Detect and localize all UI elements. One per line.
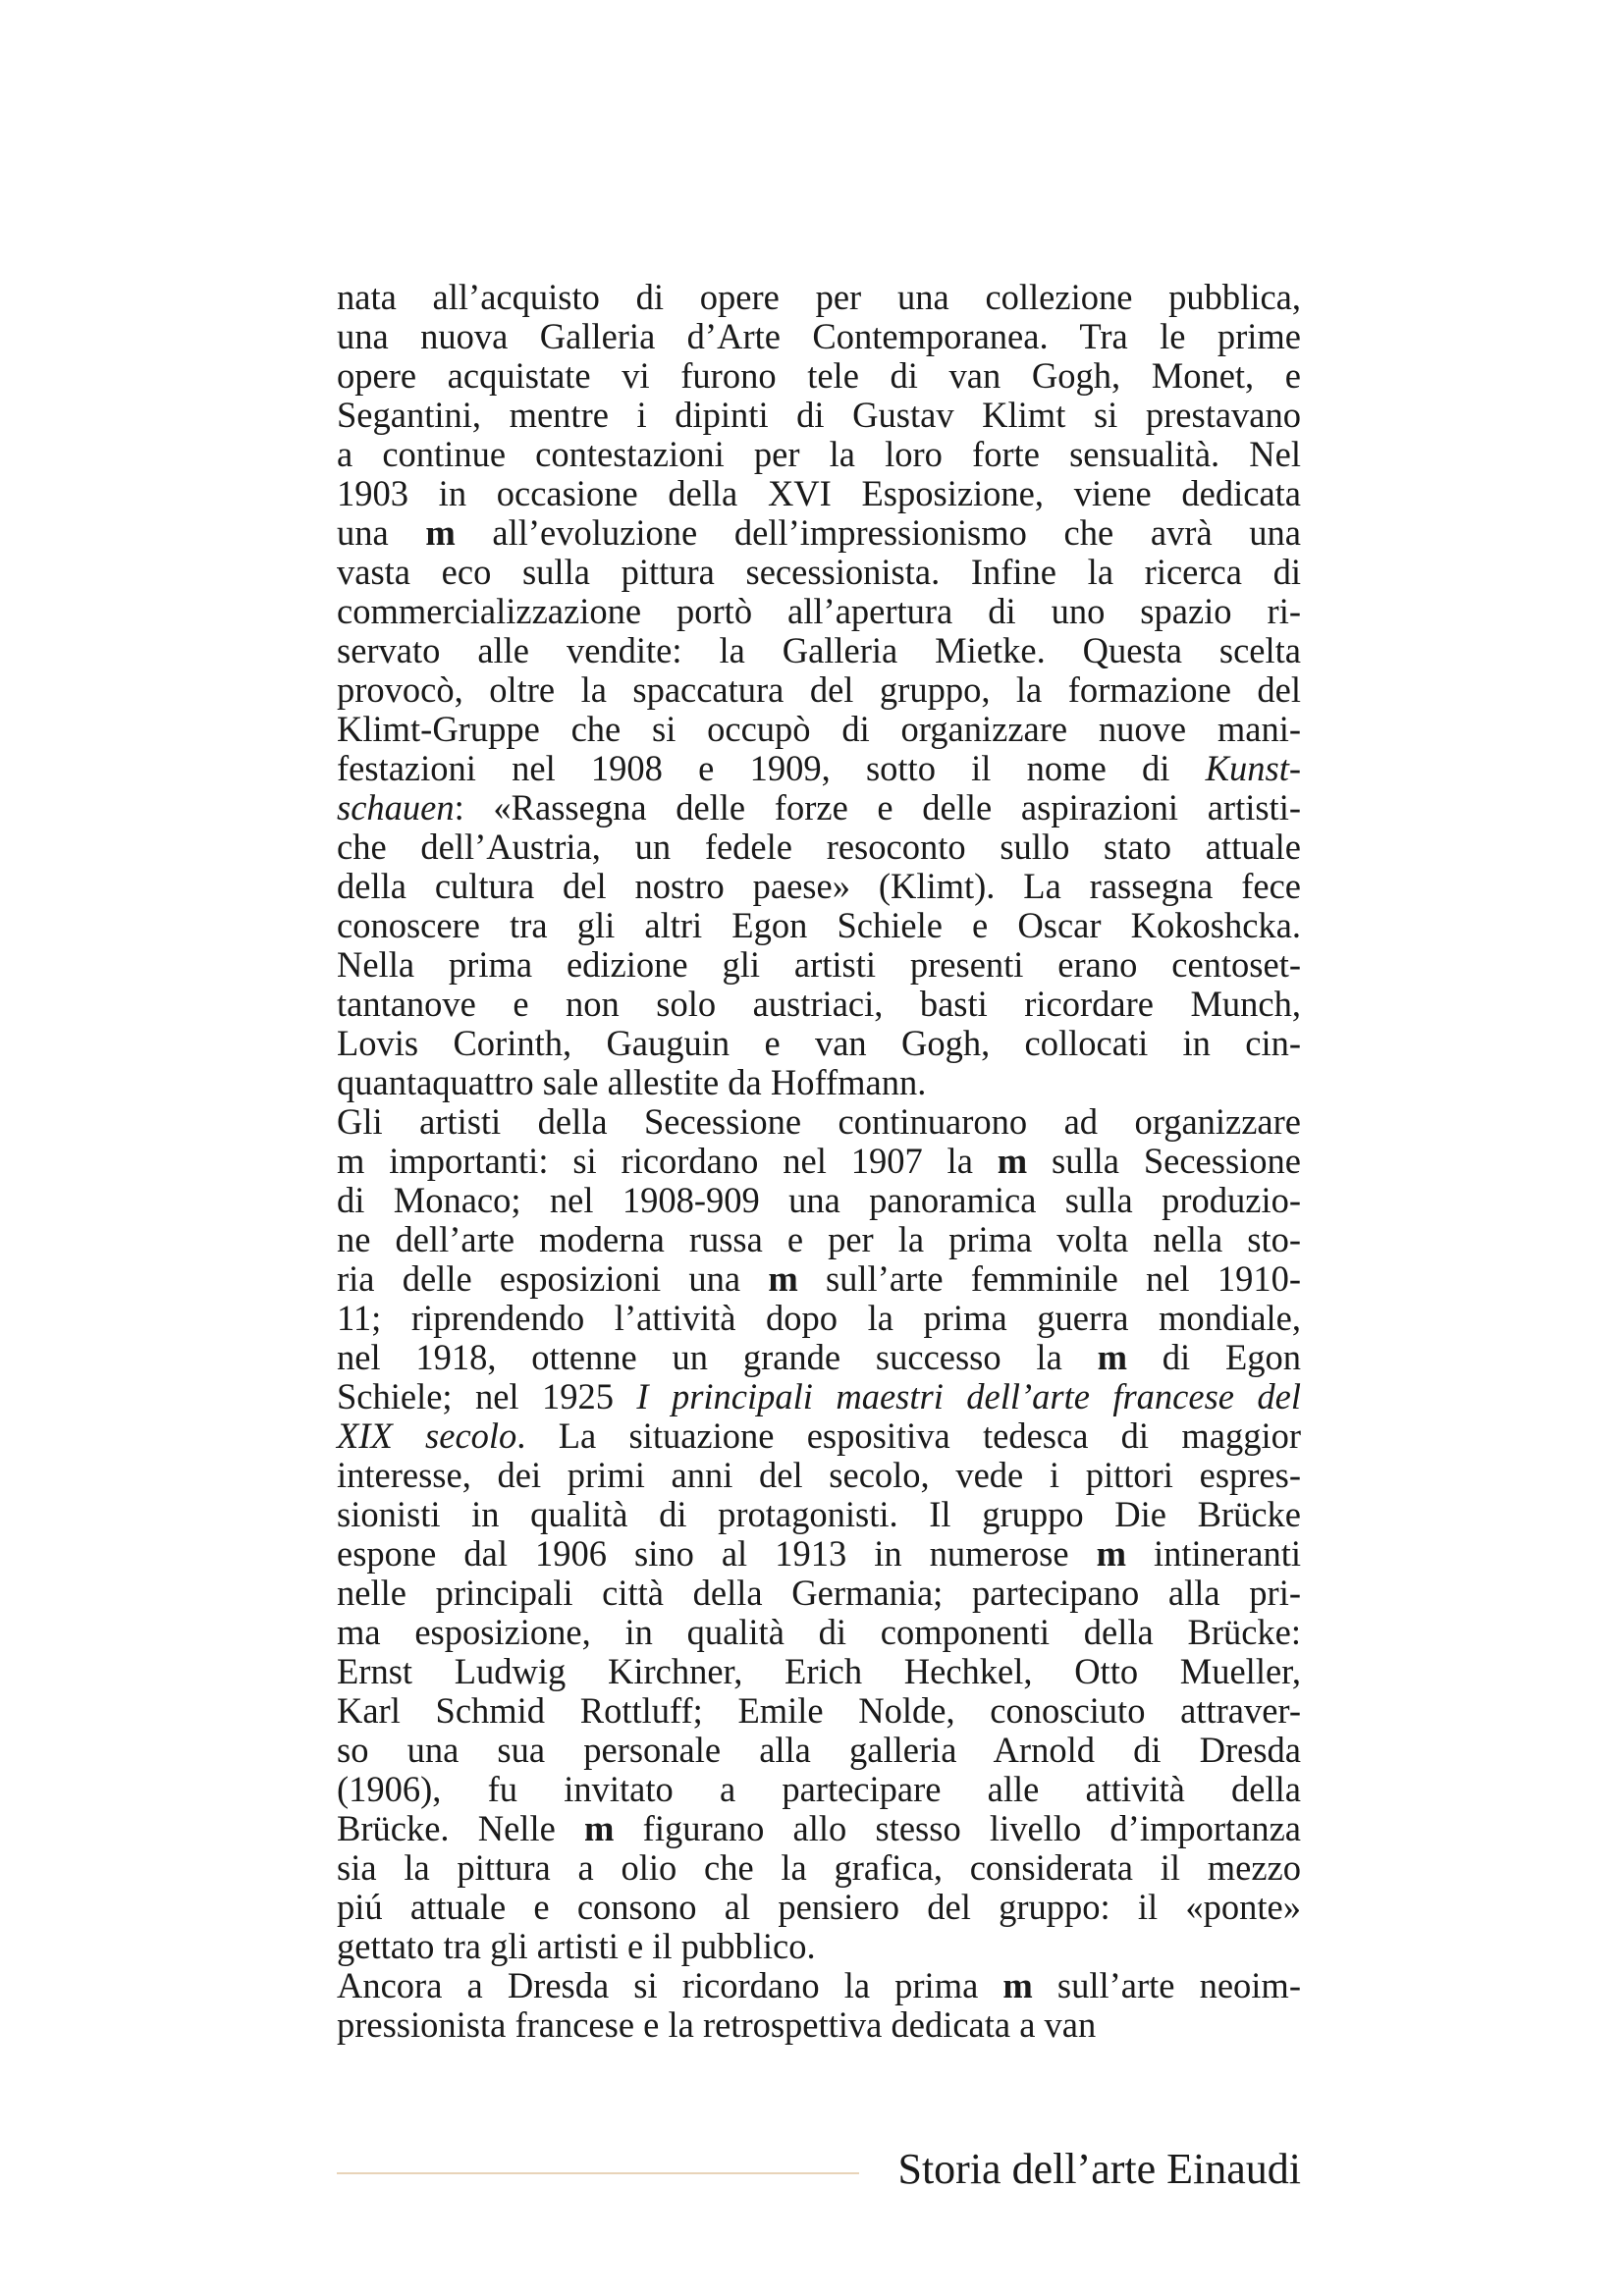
text-segment: nel 1918, ottenne un grande successo la [337, 1337, 1098, 1377]
text-line [337, 1613, 1301, 1652]
text-line [337, 1338, 1301, 1377]
text-segment: conoscere tra gli altri Egon Schiele e Oscar Kokoshcka. [337, 905, 1301, 945]
text-segment: so una sua personale alla galleria Arnold di Dresda [337, 1730, 1301, 1770]
text-line [337, 631, 1301, 670]
text-segment: che dell’Austria, un fedele resoconto sullo stato attuale [337, 827, 1301, 867]
text-line [337, 1691, 1301, 1731]
text-segment: piú attuale e consono al pensiero del gruppo: il «ponte» [337, 1887, 1301, 1927]
text-segment: Ernst Ludwig Kirchner, Erich Hechkel, Otto Mueller, [337, 1651, 1301, 1691]
text-line [337, 435, 1301, 474]
text-line [337, 278, 1301, 317]
text-segment: tantanove e non solo austriaci, basti ricordare Munch, [337, 984, 1301, 1024]
text-segment: nelle principali città della Germania; partecipano alla pri- [337, 1573, 1301, 1613]
text-segment: m [425, 512, 456, 553]
text-line [337, 1024, 1301, 1063]
text-segment: I principali maestri dell’arte francese del [636, 1376, 1301, 1416]
text-segment: m [1097, 1337, 1127, 1377]
text-segment: ma esposizione, in qualità di componenti della Brücke: [337, 1612, 1301, 1652]
text-segment: pressionista francese e la retrospettiva dedicata a van [337, 2004, 1097, 2045]
text-line [337, 1416, 1301, 1456]
text-line [337, 788, 1301, 828]
text-segment: vasta eco sulla pittura secessionista. Infine la ricerca di [337, 552, 1301, 592]
text-line [337, 1220, 1301, 1259]
text-line [337, 1888, 1301, 1927]
text-line [337, 1809, 1301, 1848]
text-segment: Brücke. Nelle [337, 1808, 585, 1848]
text-line [337, 592, 1301, 631]
text-segment: 1903 in occasione della XVI Esposizione, viene dedicata [337, 473, 1301, 513]
text-segment: a continue contestazioni per la loro forte sensualità. Nel [337, 434, 1301, 474]
text-line [337, 1181, 1301, 1220]
text-segment: m [768, 1258, 798, 1299]
text-line [337, 1299, 1301, 1338]
text-line [337, 1495, 1301, 1534]
text-segment: m [1096, 1533, 1126, 1574]
text-segment: una [337, 512, 426, 553]
text-segment: secolo [392, 1415, 517, 1456]
text-segment: 11; riprendendo l’attività dopo la prima guerra mondiale, [337, 1298, 1301, 1338]
text-segment: servato alle vendite: la Galleria Mietke. Questa scelta [337, 630, 1301, 670]
text-segment: Segantini, mentre i dipinti di Gustav Klimt si prestavano [337, 395, 1301, 435]
text-line [337, 1377, 1301, 1416]
text-line [337, 1456, 1301, 1495]
text-line [337, 1142, 1301, 1181]
text-segment: sia la pittura a olio che la grafica, considerata il mezzo [337, 1847, 1301, 1888]
text-line [337, 1534, 1301, 1574]
text-segment: (1906), fu invitato a partecipare alle attività della [337, 1769, 1301, 1809]
text-segment: Ancora a Dresda si ricordano la prima [337, 1965, 1003, 2005]
text-segment: sionisti in qualità di protagonisti. Il gruppo Die Brücke [337, 1494, 1301, 1534]
text-segment: sull’arte neoim- [1032, 1965, 1301, 2005]
text-segment: Kunst- [1205, 748, 1301, 788]
text-segment: Nella prima edizione gli artisti presenti erano centoset- [337, 944, 1301, 985]
text-segment: di Monaco; nel 1908-909 una panoramica sulla produzio- [337, 1180, 1301, 1220]
text-line [337, 1731, 1301, 1770]
text-line [337, 1966, 1301, 2005]
text-segment: di Egon [1126, 1337, 1302, 1377]
text-segment: Gli artisti della Secessione continuarono ad organizzare [337, 1101, 1301, 1142]
text-line [337, 1652, 1301, 1691]
text-line [337, 1063, 1301, 1102]
text-segment: opere acquistate vi furono tele di van Gogh, Monet, e [337, 355, 1301, 396]
text-segment: festazioni nel 1908 e 1909, sotto il nome di [337, 748, 1206, 788]
body-text [337, 278, 1301, 2045]
text-segment: gettato tra gli artisti e il pubblico. [337, 1926, 816, 1966]
text-segment: m [997, 1141, 1028, 1181]
text-segment: m [1002, 1965, 1033, 2005]
text-segment: espone dal 1906 sino al 1913 in numerose [337, 1533, 1097, 1574]
text-segment: una nuova Galleria d’Arte Contemporanea. Tra le prime [337, 316, 1301, 356]
text-segment: XIX [337, 1415, 393, 1456]
text-line [337, 1770, 1301, 1809]
text-segment: Lovis Corinth, Gauguin e van Gogh, collocati in cin- [337, 1023, 1301, 1063]
text-segment: quantaquattro sale allestite da Hoffmann. [337, 1062, 927, 1102]
text-segment: interesse, dei primi anni del secolo, vede i pittori espres- [337, 1455, 1301, 1495]
text-line [337, 1574, 1301, 1613]
text-line [337, 553, 1301, 592]
text-line [337, 1848, 1301, 1888]
text-line [337, 317, 1301, 356]
text-line [337, 828, 1301, 867]
text-line [337, 945, 1301, 985]
text-segment: figurano allo stesso livello d’importanza [614, 1808, 1301, 1848]
text-segment: ne dell’arte moderna russa e per la prima volta nella sto- [337, 1219, 1301, 1259]
text-segment: Klimt-Gruppe che si occupò di organizzare nuove mani- [337, 709, 1301, 749]
text-segment: schauen [337, 787, 455, 828]
text-line [337, 906, 1301, 945]
text-line [337, 356, 1301, 396]
text-segment: commercializzazione portò all’apertura di uno spazio ri- [337, 591, 1301, 631]
text-line [337, 1102, 1301, 1142]
text-line [337, 513, 1301, 553]
text-segment: m [584, 1808, 615, 1848]
text-segment: provocò, oltre la spaccatura del gruppo, la formazione del [337, 669, 1301, 710]
text-line [337, 474, 1301, 513]
text-segment: sulla Secessione [1027, 1141, 1301, 1181]
text-line [337, 2005, 1301, 2045]
text-line [337, 867, 1301, 906]
text-line [337, 1259, 1301, 1299]
footer-title: Storia dell’arte Einaudi [897, 2145, 1301, 2193]
text-segment: Karl Schmid Rottluff; Emile Nolde, conosciuto attraver- [337, 1690, 1301, 1731]
text-segment: . La situazione espositiva tedesca di maggior [516, 1415, 1301, 1456]
text-segment: Schiele; nel 1925 [337, 1376, 637, 1416]
text-segment: : «Rassegna delle forze e delle aspirazioni artisti- [454, 787, 1301, 828]
text-segment: all’evoluzione dell’impressionismo che avrà una [455, 512, 1301, 553]
text-line [337, 396, 1301, 435]
text-segment: intineranti [1125, 1533, 1301, 1574]
text-line [337, 985, 1301, 1024]
text-line [337, 670, 1301, 710]
text-segment: ria delle esposizioni una [337, 1258, 769, 1299]
text-line [337, 1927, 1301, 1966]
text-line [337, 749, 1301, 788]
text-line [337, 710, 1301, 749]
text-segment: sull’arte femminile nel 1910- [797, 1258, 1301, 1299]
footer-rule [337, 2172, 859, 2174]
text-segment: m importanti: si ricordano nel 1907 la [337, 1141, 998, 1181]
text-segment: della cultura del nostro paese» (Klimt). La rassegna fece [337, 866, 1301, 906]
text-segment: nata all’acquisto di opere per una collezione pubblica, [337, 277, 1301, 317]
